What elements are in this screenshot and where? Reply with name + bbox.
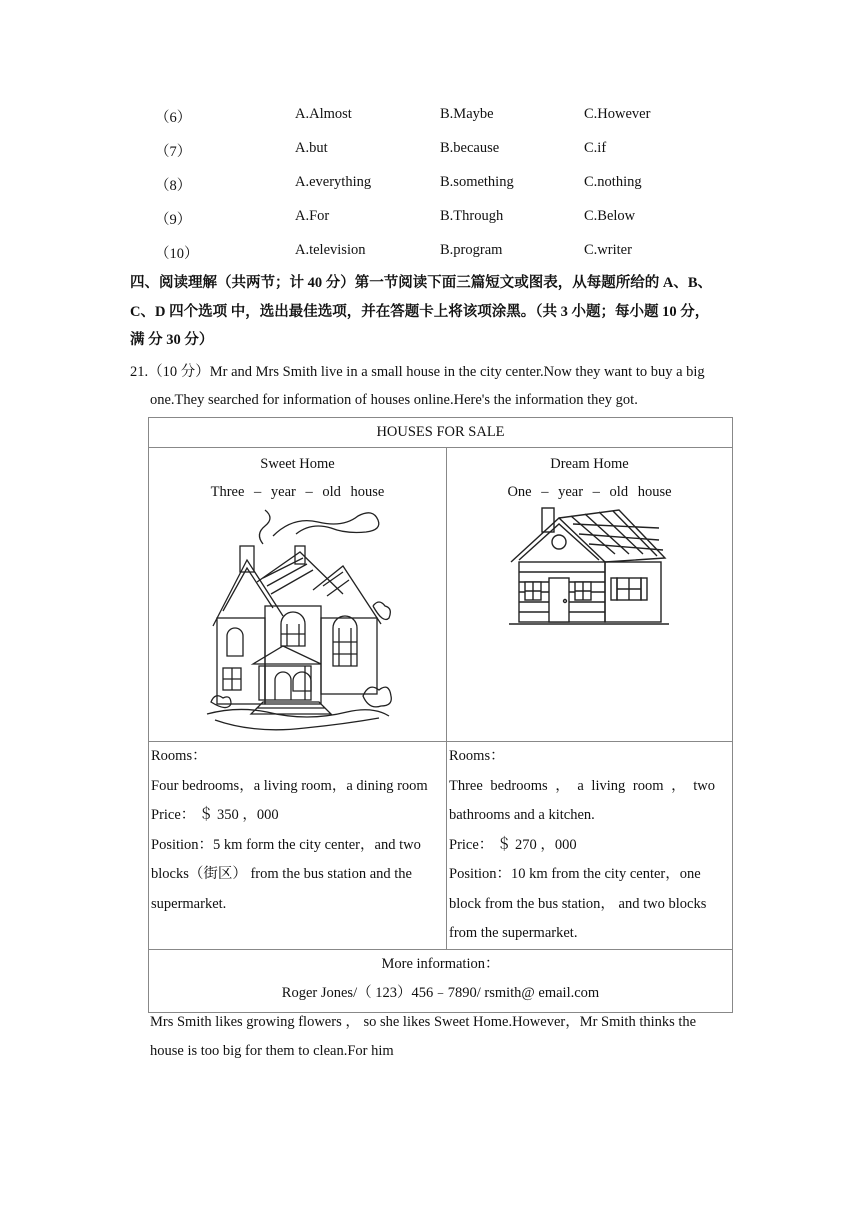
section-line: 满 分 30 分）	[130, 332, 214, 348]
question-number: （6）	[155, 110, 192, 126]
option-c: C.if	[584, 140, 607, 156]
rooms-label: Rooms：	[449, 748, 505, 764]
option-row-6	[0, 106, 860, 126]
option-a: A.but	[295, 140, 328, 156]
option-a: A.Almost	[295, 106, 352, 122]
option-a: A.For	[295, 208, 330, 224]
option-a: A.television	[295, 242, 366, 258]
rooms-text: Three bedrooms ， a living room ， two	[449, 777, 715, 794]
section-line: C、D 四个选项 中，选出最佳选项，并在答题卡上将该项涂黑。（共 3 小题；每小题 10 分，	[130, 303, 710, 320]
passage-line: Mrs Smith likes growing flowers ， so she likes Sweet Home.However，Mr Smith thinks the	[150, 1014, 697, 1030]
option-c: C.nothing	[584, 174, 642, 190]
option-b: B.Through	[440, 208, 504, 224]
passage-line: house is too big for them to clean.For him	[150, 1043, 394, 1059]
house-name: Sweet Home	[260, 456, 335, 472]
table-title: HOUSES FOR SALE	[149, 418, 733, 448]
position-text: block from the bus station， and two blocks	[449, 895, 707, 912]
option-b: B.something	[440, 174, 514, 190]
option-row-7	[0, 140, 860, 160]
rooms-text: Four bedrooms，a living room，a dining room	[151, 777, 428, 794]
option-row-9	[0, 208, 860, 228]
position-text: supermarket.	[151, 895, 227, 912]
rooms-text: bathrooms and a kitchen.	[449, 807, 595, 823]
section-heading	[130, 269, 732, 355]
question-number: （9）	[155, 212, 192, 228]
price-text: Price： ＄ 350 ，000	[151, 807, 279, 823]
position-text: from the supermarket.	[449, 925, 578, 941]
option-row-8	[0, 174, 860, 194]
sweet-home-house-image	[203, 506, 393, 738]
position-text: blocks（街区） from the bus station and the	[151, 866, 412, 882]
question-number: （10）	[155, 246, 199, 262]
house-age: One – year – old house	[507, 484, 672, 500]
question-21-line1: 21.（10 分）Mr and Mrs Smith live in a small house in the city center.Now they want to buy a big	[130, 364, 705, 380]
question-21-line2: one.They searched for information of houses online.Here's the information they got.	[150, 392, 638, 408]
dream-home-cell	[447, 448, 733, 742]
dream-home-house-image	[509, 506, 669, 626]
dream-home-details	[447, 742, 733, 950]
option-b: B.program	[440, 242, 503, 258]
option-row-10	[0, 242, 860, 262]
position-text: Position：5 km form the city center，and two	[151, 836, 421, 853]
rooms-label: Rooms：	[151, 748, 207, 764]
section-line: 四、阅读理解（共两节；计 40 分）第一节阅读下面三篇短文或图表，从每题所给的 A、B、	[130, 275, 713, 291]
house-age: Three – year – old house	[210, 484, 385, 500]
option-c: C.However	[584, 106, 651, 122]
question-number: （8）	[155, 178, 192, 194]
option-b: B.Maybe	[440, 106, 494, 122]
contact-info: Roger Jones/（ 123）456﹣7890/ rsmith@ email.com	[281, 985, 600, 1001]
option-c: C.Below	[584, 208, 636, 224]
sweet-home-details	[149, 742, 447, 950]
houses-table	[148, 417, 733, 1013]
option-a: A.everything	[295, 174, 372, 190]
more-information-label: More information：	[381, 955, 500, 972]
house-name: Dream Home	[550, 456, 629, 472]
question-number: （7）	[155, 144, 192, 160]
option-b: B.because	[440, 140, 500, 156]
option-c: C.writer	[584, 242, 632, 258]
position-text: Position：10 km from the city center，one	[449, 866, 701, 882]
sweet-home-cell	[149, 448, 447, 742]
more-information-cell	[149, 949, 733, 1012]
price-text: Price： ＄ 270 ，000	[449, 836, 577, 853]
